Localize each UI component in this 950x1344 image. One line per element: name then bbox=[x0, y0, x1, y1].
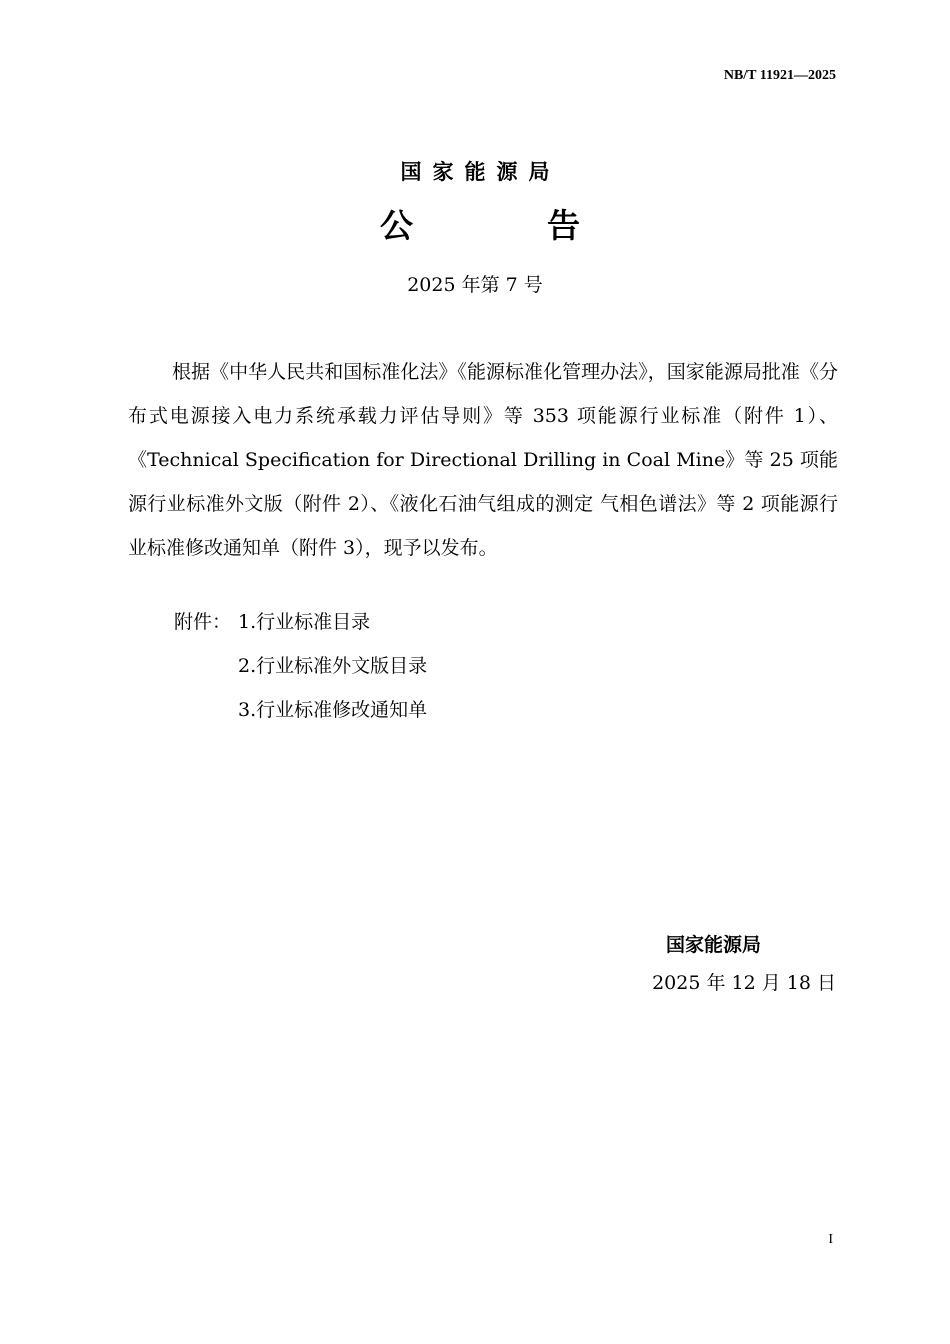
notice-title-char-2: 告 bbox=[547, 206, 580, 245]
body-paragraph: 根据《中华人民共和国标准化法》《能源标准化管理办法》，国家能源局批准《分布式电源接入电力系统承载力评估导则》等 353 项能源行业标准（附件 1）、《Technical Specification for Directional Drilling in Coal Mine》等 25 项能源行业标准外文版（附件 2）、《液化石油气组成的测定 气相色谱法》等 2 项能源行业标准修改通知单（附件 3），现予以发布。 bbox=[128, 361, 838, 559]
attachment-item: 2.行业标准外文版目录 bbox=[238, 655, 428, 677]
issue-number: 2025 年第 7 号 bbox=[407, 274, 543, 296]
attachments-label: 附件： bbox=[174, 611, 232, 633]
signature-date: 2025 年 12 月 18 日 bbox=[652, 972, 836, 994]
standard-code: NB/T 11921—2025 bbox=[723, 68, 836, 83]
notice-title-char-1: 公 bbox=[380, 206, 413, 245]
page-number: I bbox=[828, 1232, 833, 1247]
notice-title bbox=[380, 200, 580, 250]
attachment-item: 3.行业标准修改通知单 bbox=[238, 699, 428, 721]
signature-agency: 国家能源局 bbox=[666, 934, 762, 956]
issuing-agency-heading: 国家能源局 bbox=[400, 160, 561, 184]
attachment-item: 1.行业标准目录 bbox=[238, 611, 371, 633]
